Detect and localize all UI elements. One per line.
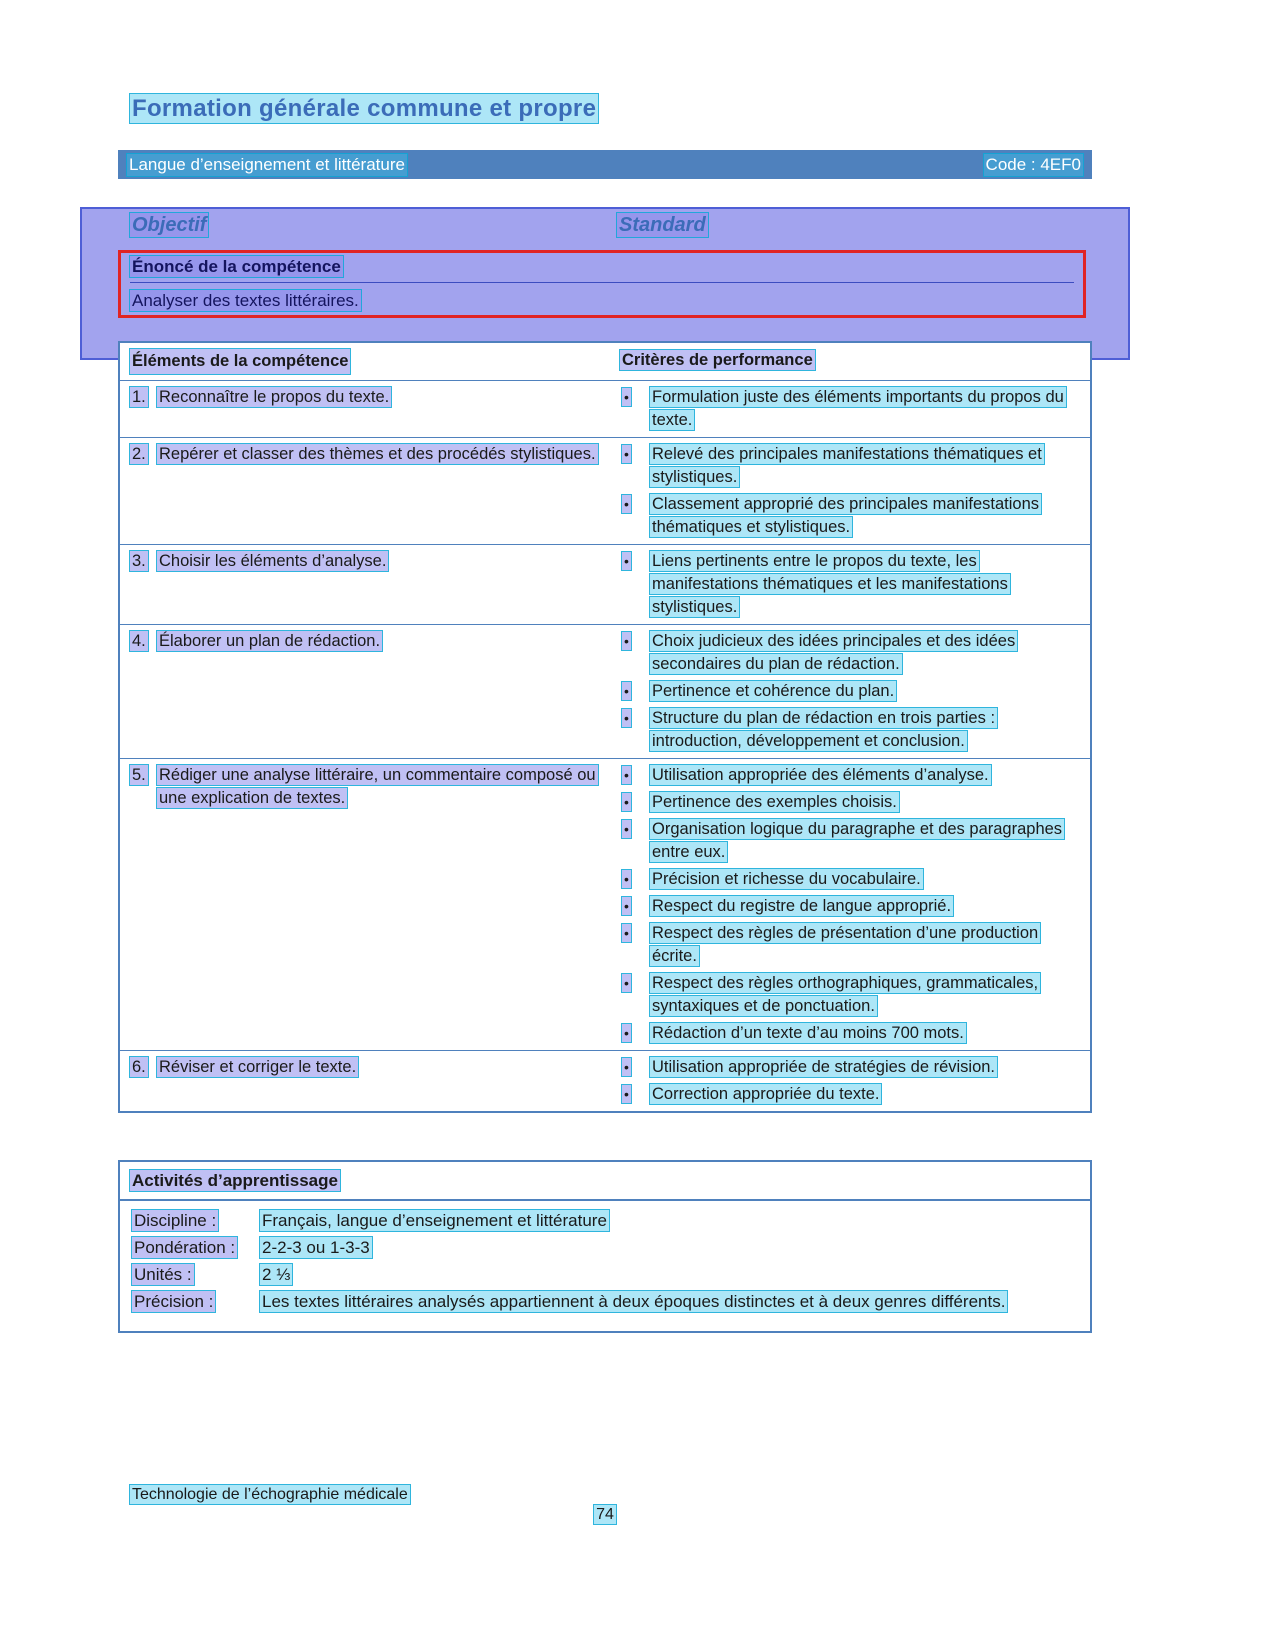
activity-value: Français, langue d’enseignement et littérature	[262, 1211, 607, 1230]
criterion-text: Précision et richesse du vocabulaire.	[652, 870, 921, 888]
bullet-icon: •	[624, 767, 629, 783]
bullet-icon: •	[624, 496, 629, 512]
bullet-icon: •	[624, 794, 629, 810]
page-title-text: Formation générale commune et propre	[132, 95, 597, 122]
element-text: Réviser et corriger le texte.	[159, 1058, 357, 1076]
criterion-item	[620, 972, 1076, 1018]
criterion-item	[620, 1022, 1076, 1045]
activity-row	[132, 1236, 1078, 1259]
criterion-text: Respect des règles de présentation d’une production écrite.	[652, 924, 1039, 965]
activity-row	[132, 1209, 1078, 1232]
page-title	[130, 95, 598, 123]
activity-row	[132, 1290, 1078, 1313]
page-number: 74	[596, 1506, 614, 1523]
competence-table	[118, 341, 1092, 1113]
footer-note: Technologie de l’échographie médicale	[132, 1486, 408, 1503]
criterion-item	[620, 895, 1076, 918]
course-header-bar	[118, 150, 1092, 179]
activity-value: 2 ⅓	[262, 1265, 291, 1284]
element-cell	[120, 764, 612, 1045]
criterion-text: Structure du plan de rédaction en trois parties : introduction, développement et conclusion.	[652, 709, 996, 750]
criterion-text: Correction appropriée du texte.	[652, 1085, 880, 1103]
criteria-cell	[612, 630, 1090, 753]
criterion-text: Respect du registre de langue approprié.	[652, 897, 952, 915]
criterion-item	[620, 791, 1076, 814]
criterion-text: Liens pertinents entre le propos du texte, les manifestations thématiques et les manifestations stylistiques.	[652, 552, 1008, 616]
activites-title: Activités d’apprentissage	[120, 1162, 1090, 1201]
activity-label: Pondération :	[134, 1238, 236, 1257]
activity-value: 2-2-3 ou 1-3-3	[262, 1238, 370, 1257]
criterion-text: Pertinence des exemples choisis.	[652, 793, 897, 811]
criterion-text: Utilisation appropriée de stratégies de révision.	[652, 1058, 996, 1076]
criterion-item	[620, 764, 1076, 787]
criterion-text: Formulation juste des éléments importants du propos du texte.	[652, 388, 1064, 429]
course-name: Langue d’enseignement et littérature	[129, 154, 405, 174]
element-cell	[120, 386, 612, 432]
criteres-header: Critères de performance	[622, 351, 813, 369]
element-number: 2.	[132, 445, 146, 463]
bullet-icon: •	[624, 446, 629, 462]
criterion-item	[620, 1056, 1076, 1079]
bullet-icon: •	[624, 553, 629, 569]
bullet-icon: •	[624, 1059, 629, 1075]
criterion-item	[620, 386, 1076, 432]
element-number: 4.	[132, 632, 146, 650]
element-cell	[120, 550, 612, 619]
bullet-icon: •	[624, 389, 629, 405]
elements-header: Éléments de la compétence	[120, 349, 612, 374]
criteria-cell	[612, 550, 1090, 619]
criterion-item	[620, 493, 1076, 539]
criterion-item	[620, 680, 1076, 703]
competence-table-header	[120, 343, 1090, 381]
bullet-icon: •	[624, 1086, 629, 1102]
criterion-text: Utilisation appropriée des éléments d’analyse.	[652, 766, 989, 784]
bullet-icon: •	[624, 925, 629, 941]
activites-box	[118, 1160, 1092, 1333]
element-cell	[120, 1056, 612, 1106]
bullet-icon: •	[624, 898, 629, 914]
objectif-standard-panel	[80, 207, 1130, 360]
criterion-item	[620, 630, 1076, 676]
bullet-icon: •	[624, 683, 629, 699]
activites-rows	[120, 1201, 1090, 1331]
table-row	[120, 759, 1090, 1051]
criterion-item	[620, 818, 1076, 864]
criterion-text: Rédaction d’un texte d’au moins 700 mots.	[652, 1024, 964, 1042]
criterion-item	[620, 550, 1076, 619]
element-cell	[120, 630, 612, 753]
enonce-text: Analyser des textes littéraires.	[132, 291, 359, 310]
table-row	[120, 545, 1090, 625]
enonce-title: Énoncé de la compétence	[130, 257, 1074, 283]
table-row	[120, 381, 1090, 438]
element-text: Choisir les éléments d’analyse.	[159, 552, 387, 570]
element-text: Rédiger une analyse littéraire, un commentaire composé ou une explication de textes.	[159, 766, 596, 807]
activity-label: Unités :	[134, 1265, 192, 1284]
criterion-item	[620, 443, 1076, 489]
element-text: Élaborer un plan de rédaction.	[159, 632, 381, 650]
activity-label: Précision :	[134, 1292, 214, 1311]
criteria-cell	[612, 764, 1090, 1045]
criterion-item	[620, 868, 1076, 891]
bullet-icon: •	[624, 633, 629, 649]
element-text: Repérer et classer des thèmes et des procédés stylistiques.	[159, 445, 596, 463]
element-cell	[120, 443, 612, 539]
criterion-text: Classement approprié des principales manifestations thématiques et stylistiques.	[652, 495, 1040, 536]
activity-row	[132, 1263, 1078, 1286]
competence-table-rows	[120, 381, 1090, 1111]
bullet-icon: •	[624, 1025, 629, 1041]
table-row	[120, 625, 1090, 759]
bullet-icon: •	[624, 710, 629, 726]
objectif-header: Objectif	[132, 214, 207, 236]
criterion-text: Pertinence et cohérence du plan.	[652, 682, 895, 700]
criterion-item	[620, 922, 1076, 968]
element-number: 1.	[132, 388, 146, 406]
element-number: 3.	[132, 552, 146, 570]
criteria-cell	[612, 1056, 1090, 1106]
activity-value: Les textes littéraires analysés appartiennent à deux époques distinctes et à deux genres différents.	[262, 1292, 1006, 1311]
course-code: Code : 4EF0	[985, 154, 1081, 174]
table-row	[120, 1051, 1090, 1111]
element-number: 6.	[132, 1058, 146, 1076]
table-row	[120, 438, 1090, 545]
activity-label: Discipline :	[134, 1211, 217, 1230]
standard-header: Standard	[619, 214, 706, 236]
criteria-cell	[612, 386, 1090, 432]
criterion-item	[620, 707, 1076, 753]
bullet-icon: •	[624, 975, 629, 991]
enonce-competence-box	[118, 250, 1086, 318]
element-number: 5.	[132, 766, 146, 784]
criterion-text: Relevé des principales manifestations thématiques et stylistiques.	[652, 445, 1042, 486]
element-text: Reconnaître le propos du texte.	[159, 388, 390, 406]
bullet-icon: •	[624, 871, 629, 887]
criterion-text: Choix judicieux des idées principales et des idées secondaires du plan de rédaction.	[652, 632, 1016, 673]
criteria-cell	[612, 443, 1090, 539]
criterion-text: Organisation logique du paragraphe et des paragraphes entre eux.	[652, 820, 1063, 861]
criterion-item	[620, 1083, 1076, 1106]
bullet-icon: •	[624, 821, 629, 837]
criterion-text: Respect des règles orthographiques, grammaticales, syntaxiques et de ponctuation.	[652, 974, 1039, 1015]
